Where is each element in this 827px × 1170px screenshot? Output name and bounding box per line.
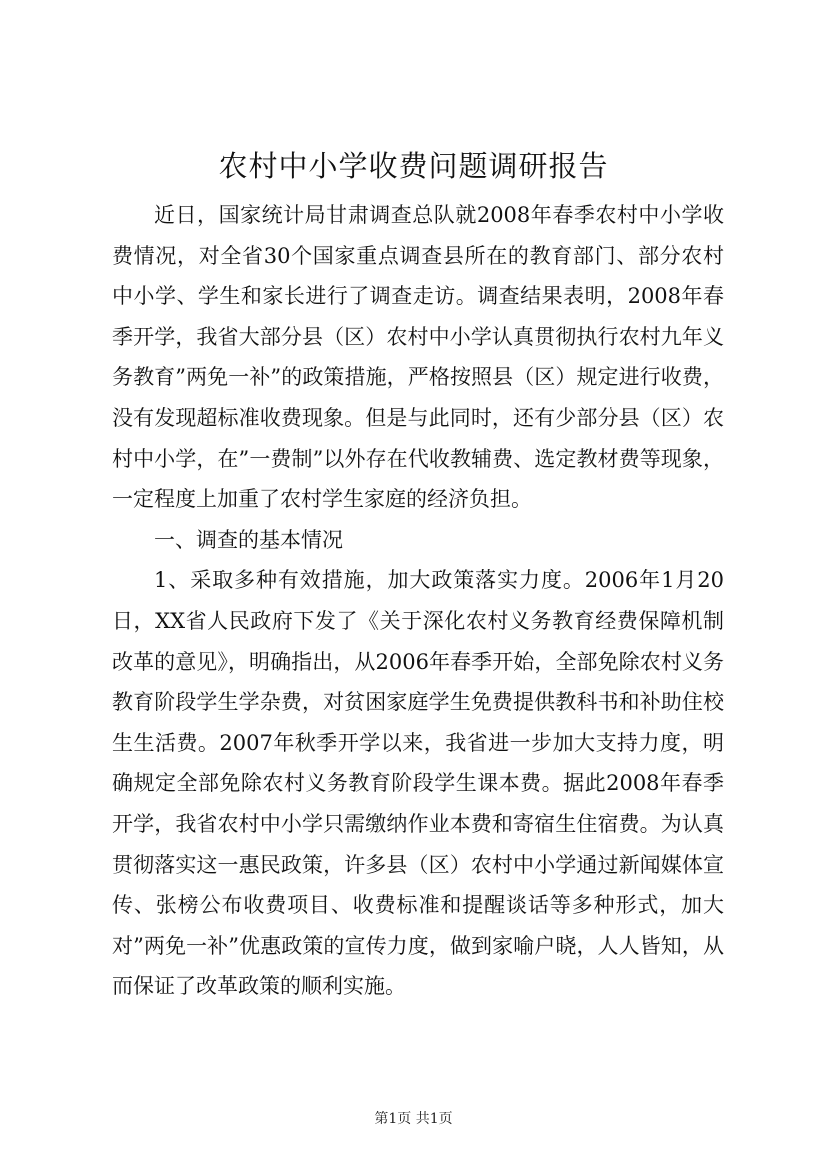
page-footer: 第1页 共1页 <box>374 1111 453 1127</box>
section-heading: 一、调查的基本情况 <box>154 527 343 552</box>
intro-paragraph: 近日，国家统计局甘肃调查总队就2008年春季农村中小学收费情况，对全省30个国家重点调查县所在的教育部门、部分农村中小学、学生和家长进行了调查走访。调查结果表明，2008年春季开学，我省大部分县（区）农村中小学认真贯彻执行农村九年义务教育”两免一补”的政策措施，严格按照县（区）规定进行收费，没有发现超标准收费现象。但是与此同时，还有少部分县（区）农村中小学，在”一费制”以外存在代收教辅费、选定教材费等现象，一定程度上加重了农村学生家庭的经济负担。 <box>112 203 724 512</box>
document-title: 农村中小学收费问题调研报告 <box>218 149 609 183</box>
section-paragraph: 1、采取多种有效措施，加大政策落实力度。2006年1月20日，XX省人民政府下发了《关于深化农村义务教育经费保障机制改革的意见》，明确指出，从2006年春季开始，全部免除农村义务教育阶段学生学杂费，对贫困家庭学生免费提供教科书和补助住校生生活费。2007年秋季开学以来，我省进一步加大支持力度，明确规定全部免除农村义务教育阶段学生课本费。据此2008年春季开学，我省农村中小学只需缴纳作业本费和寄宿生住宿费。为认真贯彻落实这一惠民政策，许多县（区）农村中小学通过新闻媒体宣传、张榜公布收费项目、收费标准和提醒谈话等多种形式，加大对”两免一补”优惠政策的宣传力度，做到家喻户晓，人人皆知，从而保证了改革政策的顺利实施。 <box>112 568 724 999</box>
document-body <box>112 195 724 1007</box>
